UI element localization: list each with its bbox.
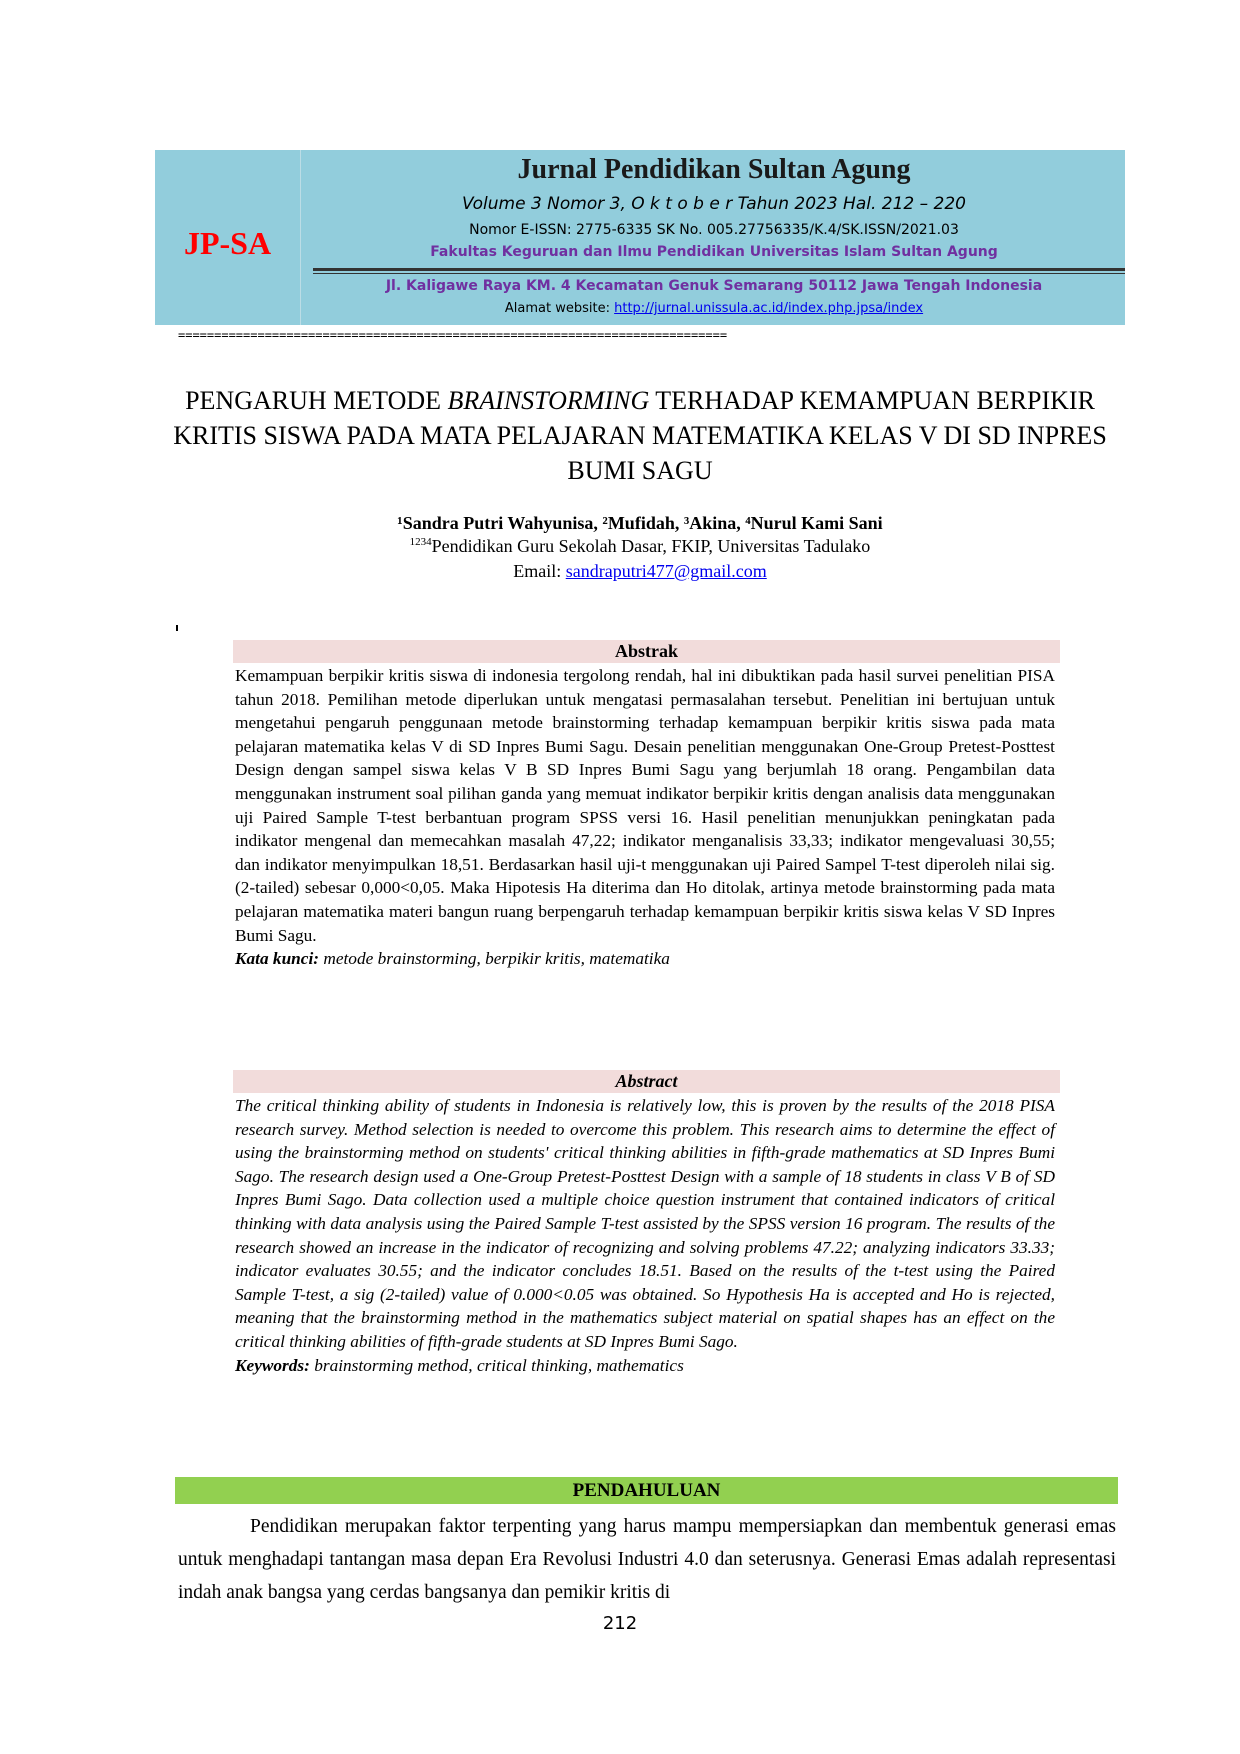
article-title bbox=[170, 383, 1110, 488]
section-body bbox=[178, 1510, 1116, 1609]
affiliation bbox=[170, 536, 1110, 557]
website-link[interactable]: http://jurnal.unissula.ac.id/index.php.jpsa/index bbox=[614, 301, 924, 316]
abstract-body bbox=[235, 1094, 1055, 1377]
email bbox=[170, 561, 1110, 582]
abstract-heading: Abstract bbox=[233, 1070, 1060, 1093]
page-number: 212 bbox=[602, 1613, 638, 1634]
abstract-keywords-text: brainstorming method, critical thinking, mathematics bbox=[309, 1355, 684, 1375]
journal-header bbox=[155, 150, 1125, 325]
abstrak-keywords-text: metode brainstorming, berpikir kritis, matematika bbox=[319, 949, 670, 969]
journal-website bbox=[303, 301, 1125, 316]
title-italic: BRAINSTORMING bbox=[447, 386, 650, 415]
email-link[interactable]: sandraputri477@gmail.com bbox=[565, 561, 767, 581]
affiliation-sup: 1234 bbox=[409, 536, 432, 548]
journal-logo-box bbox=[155, 150, 301, 325]
email-label: Email: bbox=[513, 561, 566, 581]
authors: ¹Sandra Putri Wahyunisa, ²Mufidah, ³Akina, ⁴Nurul Kami Sani bbox=[397, 513, 883, 533]
header-separator: ============================================================================ bbox=[178, 328, 728, 342]
abstract-keywords bbox=[235, 1356, 684, 1375]
title-part1: PENGARUH METODE bbox=[185, 386, 448, 415]
journal-address: Jl. Kaligawe Raya KM. 4 Kecamatan Genuk Semarang 50112 Jawa Tengah Indonesia bbox=[385, 278, 1043, 294]
margin-mark bbox=[176, 625, 178, 631]
website-label: Alamat website: bbox=[504, 301, 615, 316]
journal-title: Jurnal Pendidikan Sultan Agung bbox=[517, 154, 911, 185]
abstrak-text: Kemampuan berpikir kritis siswa di indonesia tergolong rendah, hal ini dibuktikan pada hasil survei penelitian PISA tahun 2018. Pemilihan metode diperlukan untuk mengatasi permasalahan tersebut. Penelitian ini bertujuan untuk mengetahui pengaruh penggunaan metode brainstorming terhadap kemampuan berpikir kritis siswa pada mata pelajaran matematika kelas V di SD Inpres Bumi Sagu. Desain penelitian menggunakan One-Group Pretest-Posttest Design dengan sampel siswa kelas V B SD Inpres Bumi Sagu yang berjumlah 18 orang. Pengambilan data menggunakan instrument soal pilihan ganda yang memuat indikator berpikir kritis dengan analisis data menggunakan uji Paired Sample T-test berbantuan program SPSS versi 16. Hasil penelitian menunjukkan peningkatan pada indikator mengenal dan memecahkan masalah 47,22; indikator menganalisis 33,33; indikator mengevaluasi 30,55; dan indikator menyimpulkan 18,51. Berdasarkan hasil uji-t menggunakan uji Paired Sampel T-test diperoleh nilai sig.(2-tailed) sebesar 0,000<0,05. Maka Hipotesis Ha diterima dan Ho ditolak, artinya metode brainstorming pada mata pelajaran matematika materi bangun ruang berpengaruh terhadap kemampuan berpikir kritis siswa kelas V SD Inpres Bumi Sagu. bbox=[235, 666, 1055, 945]
abstrak-heading: Abstrak bbox=[233, 640, 1060, 663]
abstract-keywords-label: Keywords: bbox=[235, 1355, 310, 1375]
title-part2: TERHADAP KEMAMPUAN BERPIKIR KRITIS SISWA PADA MATA PELAJARAN MATEMATIKA KELAS V DI SD INPRES BUMI SAGU bbox=[173, 386, 1107, 485]
abstrak-keywords-label: Kata kunci: bbox=[235, 949, 320, 969]
section-paragraph: Pendidikan merupakan faktor terpenting yang harus mampu mempersiapkan dan membentuk generasi emas untuk menghadapi tantangan masa depan Era Revolusi Industri 4.0 dan seterusnya. Generasi Emas adalah representasi indah anak bangsa yang cerdas bangsanya dan pemikir kritis di bbox=[178, 1516, 1116, 1603]
journal-issn: Nomor E-ISSN: 2775-6335 SK No. 005.27756335/K.4/SK.ISSN/2021.03 bbox=[469, 222, 959, 238]
abstrak-body bbox=[235, 664, 1055, 971]
abstract-text: The critical thinking ability of students in Indonesia is relatively low, this is proven by the results of the 2018 PISA research survey. Method selection is needed to overcome this problem. This research aims to determine the effect of using the brainstorming method on students' critical thinking abilities in fifth-grade mathematics at SD Inpres Bumi Sago. The research design used a One-Group Pretest-Posttest Design with a sample of 18 students in class V B of SD Inpres Bumi Sago. Data collection used a multiple choice question instrument that contained indicators of critical thinking with data analysis using the Paired Sample T-test assisted by the SPSS version 16 program. The results of the research showed an increase in the indicator of recognizing and solving problems 47.22; analyzing indicators 33.33; indicator evaluates 30.55; and the indicator concludes 18.51. Based on the results of the t-test using the Paired Sample T-test, a sig (2-tailed) value of 0.000<0.05 was obtained. So Hypothesis Ha is accepted and Ho is rejected, meaning that the brainstorming method in the mathematics subject material on spatial shapes has an effect on the critical thinking abilities of fifth-grade students at SD Inpres Bumi Sago. bbox=[235, 1096, 1055, 1351]
journal-volume: Volume 3 Nomor 3, O k t o b e r Tahun 2023 Hal. 212 – 220 bbox=[462, 194, 966, 214]
abstrak-keywords bbox=[235, 949, 670, 968]
affiliation-text: Pendidikan Guru Sekolah Dasar, FKIP, Universitas Tadulako bbox=[431, 536, 871, 556]
journal-faculty: Fakultas Keguruan dan Ilmu Pendidikan Universitas Islam Sultan Agung bbox=[430, 244, 998, 260]
header-rule-thin bbox=[313, 273, 1125, 274]
journal-logo: JP-SA bbox=[183, 225, 272, 261]
section-heading: PENDAHULUAN bbox=[175, 1477, 1118, 1504]
header-rule-thick bbox=[313, 268, 1125, 271]
